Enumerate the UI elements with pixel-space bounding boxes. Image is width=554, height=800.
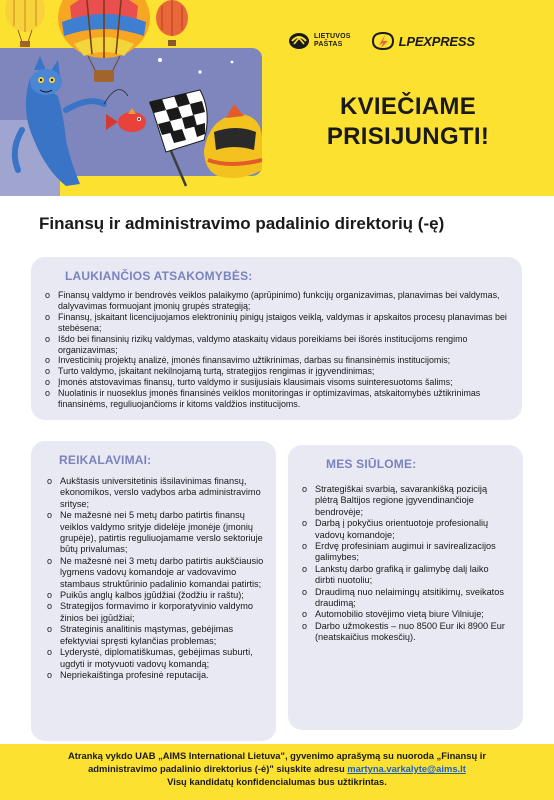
- hero-banner: [0, 0, 554, 196]
- list-item: o Įmonės atstovavimas finansų, turto valdymo ir susijusiais klausimais visoms suinteresuotoms šalims;: [45, 377, 453, 388]
- bullet-icon: o: [47, 476, 53, 486]
- lp-express-logo[interactable]: [371, 32, 475, 50]
- bullet-icon: o: [47, 647, 53, 658]
- motorcycle-helmet-icon: [204, 104, 262, 178]
- list-item: o Nuolatinis ir nuoseklus įmonės finansinės veiklos monitoringas ir optimizavimas, atskaitomybės užtikrinimas finansinėms, reguliuojančioms ir kitoms valdžios institucijoms.: [45, 388, 481, 410]
- list-item: o Strategijos formavimo ir korporatyvinio valdymo žinios bei įgūdžiai;: [47, 601, 254, 623]
- requirements-title: REIKALAVIMAI:: [59, 453, 152, 467]
- fish-icon: [106, 108, 146, 132]
- bullet-icon: o: [45, 333, 51, 344]
- list-item: o Turto valdymo, įskaitant nekilnojamą turtą, strategijos rengimas ir įgyvendinimas;: [45, 366, 375, 377]
- bullet-icon: o: [45, 377, 51, 388]
- list-item: o Draudimą nuo nelaimingų atsitikimų, sveikatos draudimą;: [302, 586, 504, 609]
- footer-line-1: Atranką vykdo UAB „AIMS International Lietuva", gyvenimo aprašymą su nuoroda „Finansų ir: [67, 750, 487, 761]
- footer-line-2: [0, 762, 554, 775]
- bullet-icon: o: [47, 601, 53, 612]
- hero-illustration: [0, 0, 262, 196]
- list-item: o Strategiškai svarbią, savarankišką poziciją plėtrą Baltijos regione įgyvendinančioje bendrovėje;: [302, 484, 488, 517]
- bullet-icon: o: [302, 620, 308, 631]
- headline: [262, 92, 554, 152]
- logo-lpexpress-text: LPEXPRESS: [398, 33, 475, 49]
- job-title: Finansų ir administravimo padalinio direktorių (-ę): [39, 214, 445, 233]
- list-item: o Strateginis analitinis mąstymas, gebėjimas efektyviai spręsti kylančias problemas;: [47, 624, 234, 646]
- logo-pastas-text: PAŠTAS: [314, 41, 343, 48]
- offer-card: [288, 445, 523, 730]
- footer: [0, 744, 554, 800]
- bullet-icon: o: [45, 290, 51, 300]
- list-item: o Ne mažesnė nei 3 metų darbo patirtis aukščiausio lygmens vadovų komandoje ar vadovavimo stambaus struktūrinio padalinio komandai patirtis;: [47, 555, 264, 589]
- list-item: o Aukštasis universitetinis išsilavinimas finansų, ekonomikos, verslo vadybos arba administravimo srityse;: [47, 476, 261, 509]
- list-item: o Finansų valdymo ir bendrovės veiklos palaikymo (aprūpinimo) funkcijų organizavimas, planavimas bei valdymas, dalyvavimas formuojant įmonių grupės strategiją;: [45, 290, 500, 311]
- bullet-icon: o: [47, 590, 53, 601]
- bullet-icon: o: [45, 366, 51, 377]
- bullet-icon: o: [47, 510, 53, 521]
- email-link[interactable]: martyna.varkalyte@aims.lt: [347, 763, 466, 774]
- list-item: o Išdo bei finansinių rizikų valdymas, valdymo ataskaitų vidaus poreikiams bei išorės institucijoms rengimo organizavimas;: [45, 333, 468, 355]
- list-item: o Investicinių projektų analizė, įmonės finansavimo užtikrinimas, darbas su finansinėmis institucijomis;: [45, 355, 451, 366]
- list-item: o Nepriekaištinga profesinė reputacija.: [47, 669, 209, 680]
- list-item: o Darbą į pokyčius orientuotoje profesionalių vadovų komandoje;: [302, 518, 489, 540]
- bullet-icon: o: [302, 484, 308, 494]
- list-item: o Ne mažesnė nei 5 metų darbo patirtis finansų veiklos valdymo srityje didelėje įmonėje (įmonių grupėje), patirtis reguliuojamame verslo sektoriuje būtų privalumas;: [47, 510, 263, 555]
- cat-icon: [15, 56, 104, 186]
- list-item: o Automobilio stovėjimo vietą biure Vilniuje;: [302, 609, 484, 620]
- list-item: o Darbo užmokestis – nuo 8500 Eur iki 8900 Eur (neatskaičius mokesčių).: [302, 620, 505, 643]
- partner-logos: [288, 32, 475, 50]
- bullet-icon: o: [302, 586, 308, 597]
- offer-list: [302, 484, 511, 644]
- list-item: o Lankstų darbo grafiką ir galimybę dalį laiko dirbti nuotoliu;: [302, 563, 489, 586]
- bullet-icon: o: [47, 555, 53, 566]
- list-item: o Puikūs anglų kalbos įgūdžiai (žodžiu ir raštu);: [47, 590, 244, 601]
- lietuvos-pastas-logo-icon: [288, 32, 310, 50]
- right-balloon-icon: [156, 0, 188, 46]
- responsibilities-title: LAUKIANČIOS ATSAKOMYBĖS:: [65, 269, 253, 283]
- headline-line-1: KVIEČIAME: [339, 93, 477, 120]
- lp-express-logo-icon: [371, 32, 395, 50]
- requirements-list: [47, 476, 264, 681]
- bullet-icon: o: [45, 355, 51, 366]
- responsibilities-card: [31, 257, 522, 420]
- bullet-icon: o: [302, 541, 308, 552]
- list-item: o Finansų, įskaitant licencijuojamos elektroninių pinigų įstaigos veiklą, valdymas ir apskaitos procesų planavimas bei stebėsena;: [45, 311, 507, 333]
- logo-lietuvos-text: LIETUVOS: [314, 33, 351, 40]
- small-balloon-icon: [5, 0, 45, 47]
- offer-title: MES SIŪLOME:: [326, 457, 417, 471]
- footer-line-3: Visų kandidatų konfidencialumas bus užtikrintas.: [167, 776, 387, 787]
- bullet-icon: o: [302, 563, 308, 574]
- requirements-card: [31, 441, 276, 741]
- hot-air-balloon-icon: [58, 0, 150, 82]
- lietuvos-pastas-logo[interactable]: [288, 32, 351, 50]
- bullet-icon: o: [302, 518, 308, 529]
- list-item: o Erdvę profesiniam augimui ir savirealizacijos galimybes;: [302, 541, 496, 563]
- bullet-icon: o: [47, 669, 53, 680]
- bullet-icon: o: [47, 624, 53, 635]
- bullet-icon: o: [45, 388, 51, 399]
- checkered-flag-icon: [150, 90, 207, 186]
- bullet-icon: o: [45, 311, 51, 322]
- footer-line-2-text: administravimo padalinio direktorius (-ė)" siųskite adresu: [88, 763, 348, 774]
- responsibilities-list: [45, 290, 508, 410]
- list-item: o Lyderystė, diplomatiškumas, gebėjimas suburti, ugdyti ir motyvuoti vadovų komandą;: [47, 647, 253, 669]
- bullet-icon: o: [302, 609, 308, 620]
- headline-line-2: PRISIJUNGTI!: [326, 123, 490, 150]
